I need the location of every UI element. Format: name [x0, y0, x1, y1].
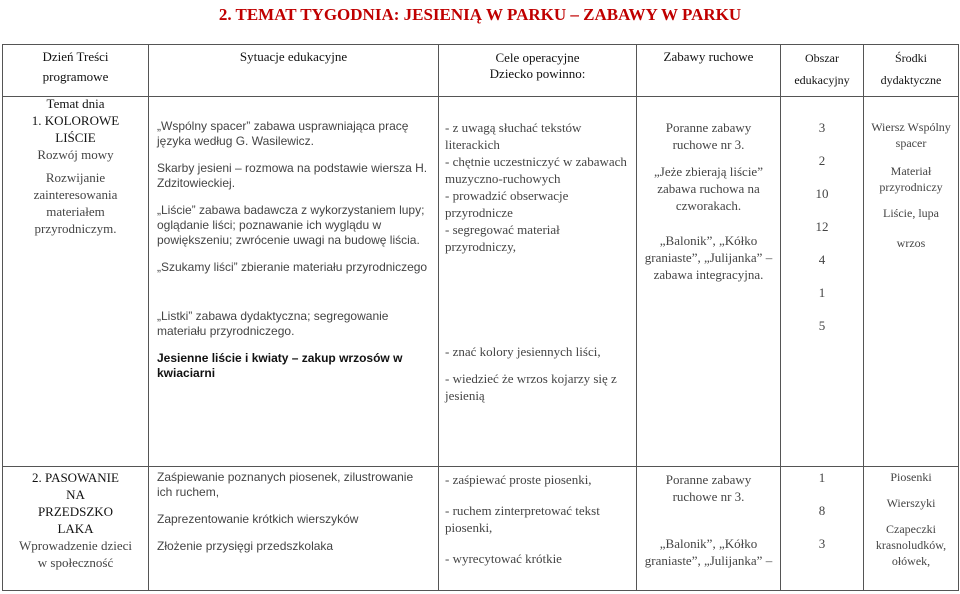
header-day: Dzień Treści programowe [3, 45, 149, 97]
page-title: 2. TEMAT TYGODNIA: JESIENIĄ W PARKU – ZABAWY W PARKU [218, 5, 742, 24]
row2-games: Poranne zabawy ruchowe nr 3. „Balonik”, „Kółko graniaste”, „Julijanka” – [637, 467, 781, 591]
row1-means: Wiersz Wspólny spacer Materiał przyrodniczy Liście, lupa wrzos [864, 97, 959, 467]
row2-means: Piosenki Wierszyki Czapeczki krasnoludków, ołówek, [864, 467, 959, 591]
table-row [3, 97, 959, 467]
row2-areas: 1 8 3 [781, 467, 864, 591]
row1-goals: - z uwagą słuchać tekstów literackich - chętnie uczestniczyć w zabawach muzyczno-ruchowych - prowadzić obserwacje przyrodnicze - segregować materiał przyrodniczy, - znać kolory jesiennych liści, - wiedzieć że wrzos kojarzy się z jesienią [439, 97, 637, 467]
row1-games: Poranne zabawy ruchowe nr 3. „Jeże zbierają liście” zabawa ruchowa na czworakach. „Balonik”, „Kółko graniaste”, „Julijanka” – zabawa integracyjna. [637, 97, 781, 467]
plan-table [2, 44, 959, 591]
header-means: Środki dydaktyczne [864, 45, 959, 97]
table-header-row [3, 45, 959, 97]
row1-areas: 3 2 10 12 4 1 5 [781, 97, 864, 467]
row2-situations: Zaśpiewanie poznanych piosenek, zilustrowanie ich ruchem, Zaprezentowanie krótkich wierszyków Złożenie przysięgi przedszkolaka [149, 467, 439, 591]
header-area: Obszar edukacyjny [781, 45, 864, 97]
row2-day: 2. PASOWANIE NA PRZEDSZKO LAKA Wprowadzenie dzieci w społeczność [3, 467, 149, 591]
header-goals: Cele operacyjne Dziecko powinno: [439, 45, 637, 97]
header-situations: Sytuacje edukacyjne [149, 45, 439, 97]
row1-situations: „Wspólny spacer” zabawa usprawniająca pracę języka według G. Wasilewicz. Skarby jesieni – rozmowa na podstawie wiersza H. Zdzitowieckiej. „Liście” zabawa badawcza z wykorzystaniem lupy; oglądanie liści; poznawanie ich wyglądu w powiększeniu; zwrócenie uwagi na budowę liścia. „Szukamy liści” zbieranie materiału przyrodniczego „Listki” zabawa dydaktyczna; segregowanie materiału przyrodniczego. Jesienne liście i kwiaty – zakup wrzosów w kwiaciarni [149, 97, 439, 467]
table-row [3, 467, 959, 591]
row1-day: Temat dnia 1. KOLOROWE LIŚCIE Rozwój mowy Rozwijanie zainteresowania materiałem przyrodniczym. [3, 97, 149, 467]
header-games: Zabawy ruchowe [637, 45, 781, 97]
row2-goals: - zaśpiewać proste piosenki, - ruchem zinterpretować tekst piosenki, - wyrecytować krótkie [439, 467, 637, 591]
